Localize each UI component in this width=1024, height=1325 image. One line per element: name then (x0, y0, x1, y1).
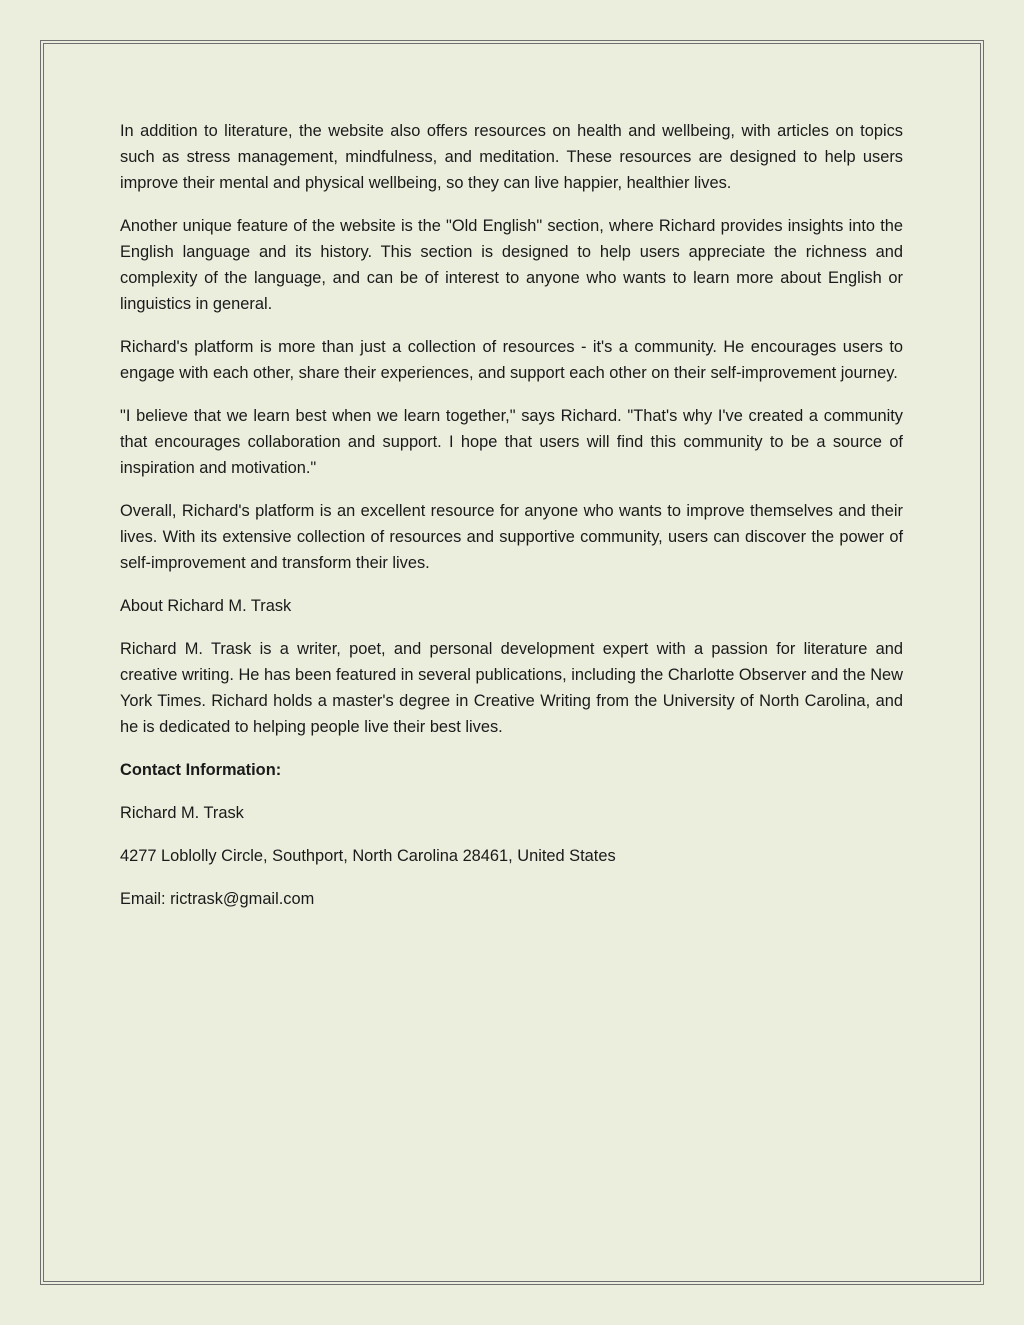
about-body: Richard M. Trask is a writer, poet, and personal development expert with a passion for literature and creative writing. He has been featured in several publications, including the Charlotte Observer and the New York Times. Richard holds a master's degree in Creative Writing from the University of North Carolina, and he is dedicated to helping people live their best lives. (120, 640, 903, 736)
document-body (120, 118, 903, 929)
paragraph-overall: Overall, Richard's platform is an excellent resource for anyone who wants to improve themselves and their lives. With its extensive collection of resources and supportive community, users can discover the power of self-improvement and transform their lives. (120, 502, 903, 572)
about-heading: About Richard M. Trask (120, 597, 292, 615)
contact-name: Richard M. Trask (120, 804, 244, 822)
contact-address: 4277 Loblolly Circle, Southport, North Carolina 28461, United States (120, 847, 616, 865)
paragraph-community: Richard's platform is more than just a collection of resources - it's a community. He encourages users to engage with each other, share their experiences, and support each other on their self-improvement journey. (120, 338, 903, 382)
paragraph-old-english: Another unique feature of the website is the "Old English" section, where Richard provides insights into the English language and its history. This section is designed to help users appreciate the richness and complexity of the language, and can be of interest to anyone who wants to learn more about English or linguistics in general. (120, 217, 903, 313)
paragraph-quote: "I believe that we learn best when we learn together," says Richard. "That's why I've created a community that encourages collaboration and support. I hope that users will find this community to be a source of inspiration and motivation." (120, 407, 903, 477)
contact-heading: Contact Information: (120, 761, 282, 779)
contact-email: Email: rictrask@gmail.com (120, 890, 315, 908)
paragraph-health-resources: In addition to literature, the website also offers resources on health and wellbeing, with articles on topics such as stress management, mindfulness, and meditation. These resources are designed to help users improve their mental and physical wellbeing, so they can live happier, healthier lives. (120, 122, 903, 192)
